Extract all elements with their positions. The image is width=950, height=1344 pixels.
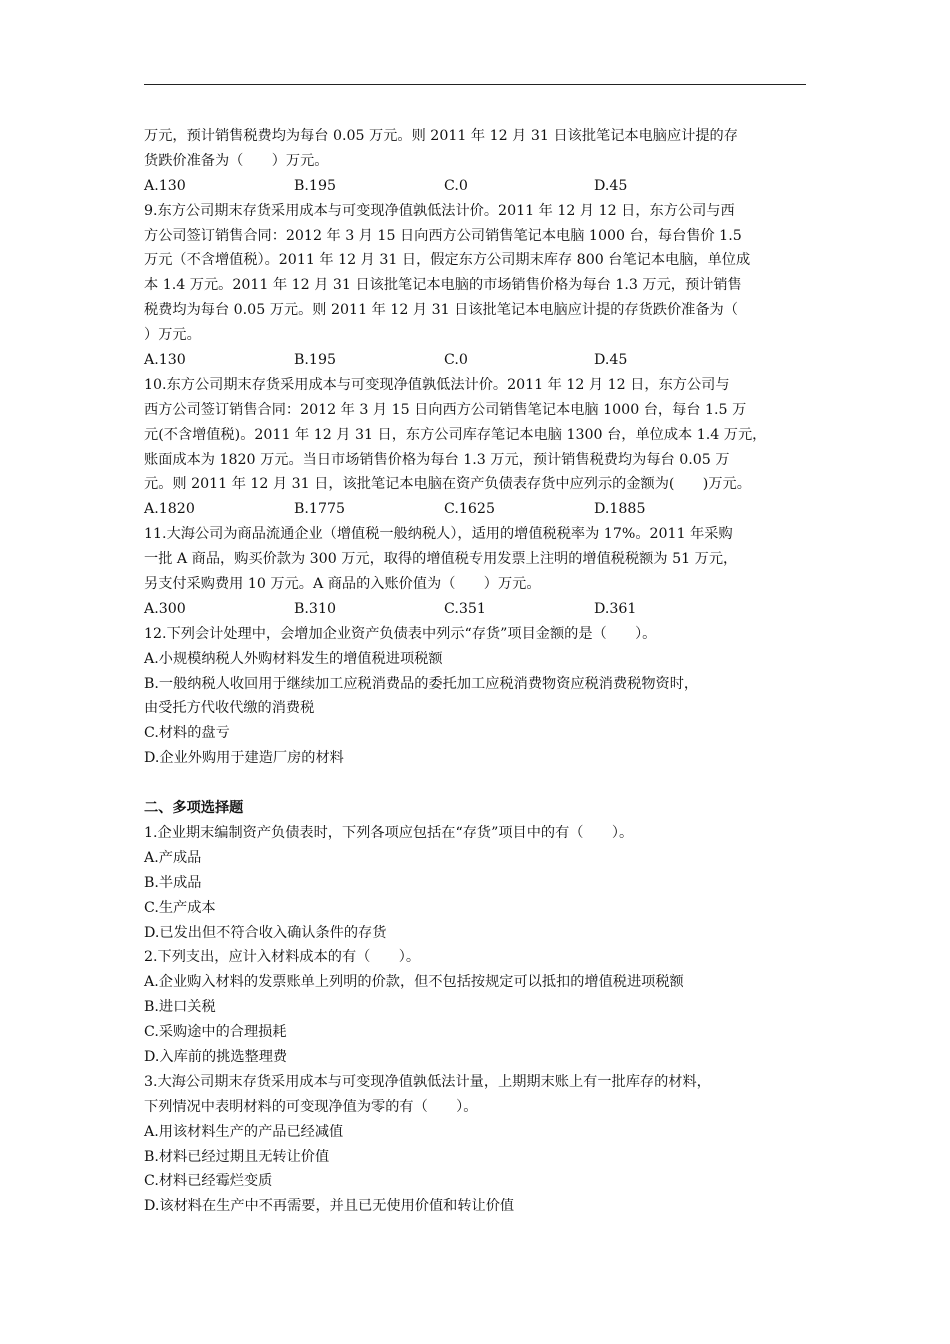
option-b: B.进口关税 — [144, 999, 216, 1016]
question-8-tail — [144, 124, 816, 199]
option-c: C.351 — [444, 600, 486, 617]
option-a: A.产成品 — [144, 849, 202, 866]
options-row — [144, 348, 816, 373]
question-text-line: ）万元。 — [144, 327, 201, 344]
mc-question-1 — [144, 821, 816, 945]
option-d: D.入库前的挑选整理费 — [144, 1048, 288, 1065]
section-heading: 二、多项选择题 — [144, 800, 244, 817]
question-text-line: 方公司签订销售合同：2012 年 3 月 15 日向西方公司销售笔记本电脑 1000 台，每台售价 1.5 — [144, 227, 742, 244]
question-text-line: 本 1.4 万元。2011 年 12 月 31 日该批笔记本电脑的市场销售价格为每台 1.3 万元，预计销售 — [144, 277, 742, 294]
question-text-line: 西方公司签订销售合同：2012 年 3 月 15 日向西方公司销售笔记本电脑 1000 台，每台 1.5 万 — [144, 401, 747, 418]
option-c: C.1625 — [444, 501, 495, 518]
question-text-line: 下列情况中表明材料的可变现净值为零的有（ ）。 — [144, 1098, 478, 1115]
question-text-line: 1.企业期末编制资产负债表时，下列各项应包括在“存货”项目中的有（ ）。 — [144, 824, 634, 841]
question-text-line: 货跌价准备为（ ）万元。 — [144, 152, 329, 169]
option-a: A.130 — [144, 352, 186, 369]
option-d: D.该材料在生产中不再需要，并且已无使用价值和转让价值 — [144, 1198, 515, 1215]
question-text-line: 2.下列支出，应计入材料成本的有（ ）。 — [144, 949, 421, 966]
option-c: C.0 — [444, 352, 468, 369]
option-b: B.195 — [294, 352, 337, 369]
option-b: B.310 — [294, 600, 337, 617]
header-rule — [144, 84, 806, 85]
option-b: B.1775 — [294, 501, 346, 518]
option-a: A.小规模纳税人外购材料发生的增值税进项税额 — [144, 650, 443, 667]
option-d: D.45 — [594, 177, 628, 194]
option-d: D.361 — [594, 600, 637, 617]
question-11 — [144, 522, 816, 622]
option-a: A.300 — [144, 600, 186, 617]
section-multiple-choice — [144, 796, 816, 1219]
question-text-line: 11.大海公司为商品流通企业（增值税一般纳税人），适用的增值税税率为 17%。2011 年采购 — [144, 526, 733, 543]
question-text-line: 元(不含增值税)。2011 年 12 月 31 日，东方公司库存笔记本电脑 1300 台，单位成本 1.4 万元， — [144, 426, 767, 443]
options-row — [144, 597, 816, 622]
question-text-line: 万元（不含增值税）。2011 年 12 月 31 日，假定东方公司期末库存 800 台笔记本电脑，单位成 — [144, 252, 751, 269]
question-10 — [144, 373, 816, 522]
question-text-line: 9.东方公司期末存货采用成本与可变现净值孰低法计价。2011 年 12 月 12 日，东方公司与西 — [144, 202, 735, 219]
option-c: C.材料的盘亏 — [144, 725, 230, 742]
question-text-line: 10.东方公司期末存货采用成本与可变现净值孰低法计价。2011 年 12 月 12 日，东方公司与 — [144, 376, 730, 393]
question-text-line: 12.下列会计处理中，会增加企业资产负债表中列示“存货”项目金额的是（ ）。 — [144, 625, 657, 642]
option-a: A.企业购入材料的发票账单上列明的价款，但不包括按规定可以抵扣的增值税进项税额 — [144, 974, 684, 991]
option-b-continued: 由受托方代收代缴的消费税 — [144, 700, 315, 717]
option-c: C.生产成本 — [144, 899, 216, 916]
mc-question-3 — [144, 1070, 816, 1219]
option-b: B.半成品 — [144, 874, 202, 891]
question-text-line: 一批 A 商品，购买价款为 300 万元，取得的增值税专用发票上注明的增值税税额为 51 万元， — [144, 551, 738, 568]
question-text-line: 税费均为每台 0.05 万元。则 2011 年 12 月 31 日该批笔记本电脑应计提的存货跌价准备为（ — [144, 302, 738, 319]
option-d: D.1885 — [594, 501, 646, 518]
mc-question-2 — [144, 945, 816, 1069]
option-a: A.130 — [144, 177, 186, 194]
document-body — [144, 124, 816, 1219]
question-text-line: 万元，预计销售税费均为每台 0.05 万元。则 2011 年 12 月 31 日该批笔记本电脑应计提的存 — [144, 128, 738, 144]
option-b: B.材料已经过期且无转让价值 — [144, 1148, 330, 1165]
question-text-line: 账面成本为 1820 万元。当日市场销售价格为每台 1.3 万元，预计销售税费均为每台 0.05 万 — [144, 451, 730, 468]
question-text-line: 3.大海公司期末存货采用成本与可变现净值孰低法计量，上期期末账上有一批库存的材料， — [144, 1073, 711, 1090]
option-b: B.一般纳税人收回用于继续加工应税消费品的委托加工应税消费物资应税消费税物资时， — [144, 675, 699, 692]
section-spacer — [144, 771, 816, 796]
option-c: C.采购途中的合理损耗 — [144, 1024, 287, 1041]
option-c: C.材料已经霉烂变质 — [144, 1173, 273, 1190]
option-a: A.1820 — [144, 501, 195, 518]
option-d: D.45 — [594, 352, 628, 369]
question-12 — [144, 622, 816, 771]
option-a: A.用该材料生产的产品已经减值 — [144, 1123, 344, 1140]
option-c: C.0 — [444, 177, 468, 194]
option-d: D.企业外购用于建造厂房的材料 — [144, 750, 344, 767]
option-d: D.已发出但不符合收入确认条件的存货 — [144, 924, 387, 941]
options-row — [144, 497, 816, 522]
options-row — [144, 174, 816, 199]
option-b: B.195 — [294, 177, 337, 194]
question-9 — [144, 199, 816, 373]
question-text-line: 另支付采购费用 10 万元。A 商品的入账价值为（ ）万元。 — [144, 576, 541, 593]
question-text-line: 元。则 2011 年 12 月 31 日，该批笔记本电脑在资产负债表存货中应列示的金额为( )万元。 — [144, 476, 751, 493]
